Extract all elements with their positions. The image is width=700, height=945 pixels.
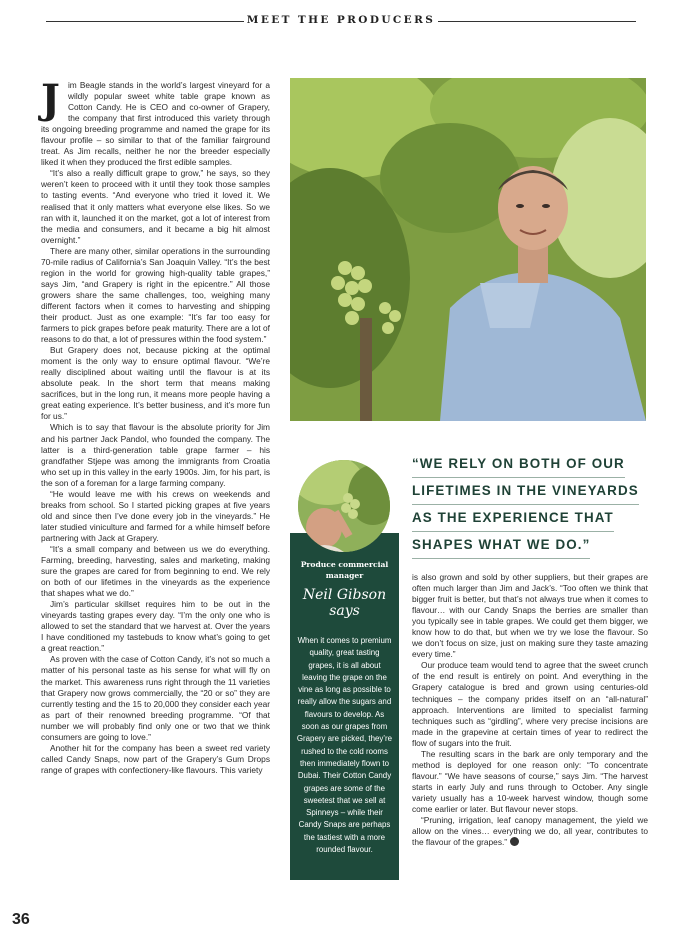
section-title: MEET THE PRODUCERS [246, 14, 436, 26]
paragraph: Our produce team would tend to agree that the sweet crunch of the end result is entirely on point. And everything in the Grapery catalogue is bred and grown using centuries-old techniques – the company prides itself on an “all-natural” approach. Interventions are limited to specialist farming techniques such as “girdling”, where very precise incisions are made in the grapevine at certain times of year to redirect the flow of sugars into the fruit. [412, 660, 648, 748]
paragraph-text: “Pruning, irrigation, leaf canopy management, the yield we allow on the vines… everything we do, all year, contributes to the flavour of the grapes.” [412, 815, 648, 848]
paragraph: “It’s also a really difficult grape to grow,” he says, so they weren’t keen to proceed with it until they took those samples to tasting events. “And everyone who tried it loved it. We realised that it only matters what everyone else likes. So we ran with it, launched it on the market, got a lot of interest from the media and consumers, and it became a big hit almost overnight.” [41, 168, 270, 245]
vineyard-portrait-illustration [290, 78, 646, 421]
paragraph-last [412, 815, 648, 848]
producer-portrait-photo [290, 78, 646, 421]
pull-quote-line: AS THE EXPERIENCE THAT [412, 505, 614, 532]
paragraph: “It’s a small company and between us we do everything. Farming, breeding, harvesting, sales and marketing, making sure the grapes are cared for from beginning to end. We rely on both of our lifetimes in the vineyards as the experience that shapes what we do.” [41, 543, 270, 599]
paragraph: The resulting scars in the bark are only temporary and the method is deployed for one reason only: “To concentrate flavour.” “We have seasons of course,” says Jim. “The harvest starts in early July and runs through to October. Any single variety usually has a 10-week harvest window, though some come earlier or later. But flavour never stops. [412, 748, 648, 814]
pull-quote-line: SHAPES WHAT WE DO.” [412, 532, 590, 559]
pull-quote-line: “WE RELY ON BOTH OF OUR [412, 451, 625, 478]
paragraph: “He would leave me with his crews on weekends and breaks from school. So I started picking grapes at five years old and since then I’ve done every job in the vineyards.” He later studied viniculture and farmed for a while himself before partnering with Jack at Grapery. [41, 488, 270, 543]
sidebar-portrait-photo [298, 460, 390, 552]
paragraph: im Beagle stands in the world’s largest vineyard for a wildly popular sweet white table grape known as Cotton Candy. He is CEO and co-owner of Grapery, the company that first introduced this variety through its ongoing breeding programme and named the grape for its flavour profile – so similar to that of the familiar fairground treat. As Jim recalls, neither he nor the breeder especially liked it when they produced the first edible samples. [41, 80, 270, 168]
sidebar-role: Produce commercial manager [300, 560, 389, 580]
paragraph: Another hit for the company has been a sweet red variety called Candy Snaps, now part of the Grapery’s Gum Drops range of grapes with confectionery-like flavours. This variety [41, 742, 270, 775]
header-rule-right [438, 21, 636, 22]
paragraph: But Grapery does not, because picking at the optimal moment is the only way to ensure optimal flavour. “We’re really disciplined about waiting until the flavour is at its absolute peak. In the short term that means making sacrifices, but in the long run, it means more people having a great eating experience. It’s better business, and it’s more fun for us.” [41, 345, 270, 422]
article-column-left [41, 76, 270, 776]
manager-portrait-illustration [298, 460, 390, 552]
sidebar-name: Neil Gibson says [302, 587, 387, 619]
article-column-right [412, 572, 648, 848]
page-number: 36 [12, 911, 30, 928]
paragraph: Jim’s particular skillset requires him to be out in the vineyards tasting grapes every day. “I’m the only one who is allowed to set the standard that we harvest at. Over the years I have conditioned my tastebuds to know what’s going to get a great reaction.” [41, 599, 270, 654]
paragraph: Which is to say that flavour is the absolute priority for Jim and his partner Jack Pandol, who founded the company. The latter is a third-generation table grape farmer – his grandfather Stjepe was among the immigrants from Croatia who set up in this valley in the early 1900s. Jim, for his part, is the son of a foreman for a large farming company. [41, 422, 270, 488]
sidebar-body: When it comes to premium quality, great tasting grapes, it is all about leaving the grape on the vine as long as possible to really allow the sugars and flavours to develop. As soon as our grapes from Grapery are picked, they’re rushed to the cold rooms then immediately flown to Dubai. Their Cotton Candy grapes are some of the sweetest that we sell at Spinneys – while their Candy Snaps are perhaps the tastiest with a more rounded flavour. [296, 636, 393, 855]
pull-quote-line: LIFETIMES IN THE VINEYARDS [412, 478, 639, 505]
section-header [46, 11, 636, 31]
paragraph: is also grown and sold by other suppliers, but their grapes are often much larger than Jim and Jack’s. “Too often we think that bigger fruit is better, but that’s not always true when it comes to flavour… with our Candy Snaps the berries are smaller than you typically see in table grapes. We could get them bigger, we know how to do that, but when we try we lose the flavour. So we don’t focus on size, just on making sure they taste amazing every time.” [412, 572, 648, 660]
pull-quote [412, 451, 658, 559]
producer-sidebar [290, 533, 399, 880]
drop-cap: J [41, 76, 60, 123]
paragraph: As proven with the case of Cotton Candy, it’s not so much a matter of his personal taste as his sense for what will fly on the market. This awareness runs right through the 11 varieties that Grapery now grows commercially, the “20 or so” they are currently testing and the 15 to 20,000 they consider each year as part of their renowned breeding programme. “Of that number we will probably find only one or two that we think consumers are going to love.” [41, 654, 270, 742]
paragraph: There are many other, similar operations in the surrounding 70-mile radius of California’s San Joaquin Valley. “It’s the best region in the world for growing high-quality table grapes,” says Jim, “and Grapery is right in the epicentre.” All those growers share the same challenges, too, weighing many different factors when it comes to harvesting and shipping their product. Just as one example: “It’s far too easy for farmers to pick grapes before peak maturity. There are a lot of reasons to do that, a lot of pressures within the food system.” [41, 245, 270, 345]
end-mark-icon [510, 837, 519, 846]
